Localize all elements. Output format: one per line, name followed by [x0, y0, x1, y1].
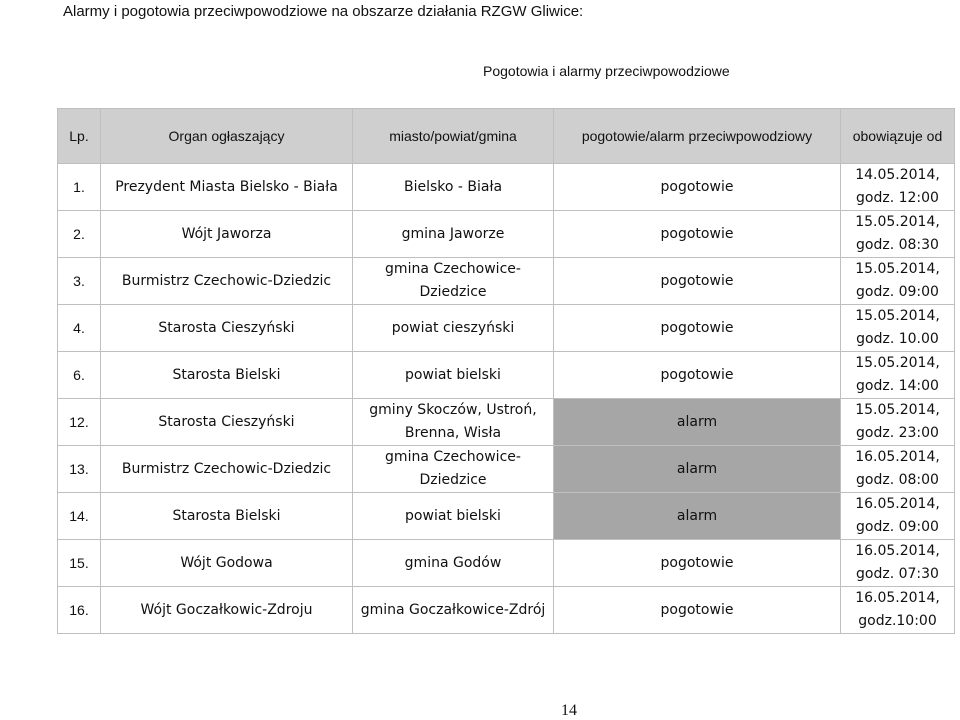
- table-row: [58, 399, 955, 446]
- cell-valid-from: 15.05.2014, godz. 10.00: [841, 305, 955, 352]
- cell-organ: Starosta Cieszyński: [101, 305, 353, 352]
- table-header-row: [58, 109, 955, 164]
- table-row: [58, 211, 955, 258]
- table-row: [58, 540, 955, 587]
- cell-organ: Wójt Godowa: [101, 540, 353, 587]
- cell-lp: 14.: [58, 493, 101, 540]
- cell-valid-from: 15.05.2014, godz. 09:00: [841, 258, 955, 305]
- cell-lp: 3.: [58, 258, 101, 305]
- page-number: 14: [561, 702, 577, 719]
- cell-valid-from: 16.05.2014, godz.10:00: [841, 587, 955, 634]
- table-row: [58, 493, 955, 540]
- cell-valid-from: 15.05.2014, godz. 23:00: [841, 399, 955, 446]
- cell-valid-from: 16.05.2014, godz. 08:00: [841, 446, 955, 493]
- table-row: [58, 305, 955, 352]
- cell-organ: Burmistrz Czechowic-Dziedzic: [101, 258, 353, 305]
- table-row: [58, 164, 955, 211]
- cell-organ: Burmistrz Czechowic-Dziedzic: [101, 446, 353, 493]
- cell-area: gmina Czechowice-Dziedzice: [353, 258, 554, 305]
- table-title: Pogotowia i alarmy przeciwpowodziowe: [483, 63, 730, 79]
- cell-status: alarm: [554, 493, 841, 540]
- cell-valid-from: 16.05.2014, godz. 07:30: [841, 540, 955, 587]
- cell-area: powiat bielski: [353, 352, 554, 399]
- cell-area: gmina Godów: [353, 540, 554, 587]
- cell-area: powiat cieszyński: [353, 305, 554, 352]
- cell-valid-from: 16.05.2014, godz. 09:00: [841, 493, 955, 540]
- cell-status: pogotowie: [554, 164, 841, 211]
- cell-status: pogotowie: [554, 305, 841, 352]
- cell-area: gminy Skoczów, Ustroń, Brenna, Wisła: [353, 399, 554, 446]
- table-row: [58, 352, 955, 399]
- cell-organ: Starosta Cieszyński: [101, 399, 353, 446]
- column-header-organ: Organ ogłaszający: [101, 109, 353, 164]
- alarms-table: [57, 108, 955, 634]
- cell-status: pogotowie: [554, 540, 841, 587]
- cell-organ: Prezydent Miasta Bielsko - Biała: [101, 164, 353, 211]
- cell-lp: 13.: [58, 446, 101, 493]
- cell-lp: 4.: [58, 305, 101, 352]
- cell-area: gmina Czechowice-Dziedzice: [353, 446, 554, 493]
- cell-organ: Wójt Goczałkowic-Zdroju: [101, 587, 353, 634]
- document-heading: Alarmy i pogotowia przeciwpowodziowe na obszarze działania RZGW Gliwice:: [63, 3, 584, 20]
- cell-area: gmina Jaworze: [353, 211, 554, 258]
- cell-lp: 15.: [58, 540, 101, 587]
- cell-area: gmina Goczałkowice-Zdrój: [353, 587, 554, 634]
- cell-lp: 1.: [58, 164, 101, 211]
- cell-status: pogotowie: [554, 352, 841, 399]
- cell-status: pogotowie: [554, 587, 841, 634]
- cell-lp: 6.: [58, 352, 101, 399]
- cell-area: powiat bielski: [353, 493, 554, 540]
- table-row: [58, 587, 955, 634]
- cell-organ: Starosta Bielski: [101, 352, 353, 399]
- column-header-lp: Lp.: [58, 109, 101, 164]
- cell-lp: 12.: [58, 399, 101, 446]
- cell-lp: 16.: [58, 587, 101, 634]
- cell-status: pogotowie: [554, 258, 841, 305]
- cell-valid-from: 14.05.2014, godz. 12:00: [841, 164, 955, 211]
- table-row: [58, 258, 955, 305]
- cell-status: alarm: [554, 399, 841, 446]
- cell-organ: Wójt Jaworza: [101, 211, 353, 258]
- column-header-status: pogotowie/alarm przeciwpowodziowy: [554, 109, 841, 164]
- table-row: [58, 446, 955, 493]
- cell-valid-from: 15.05.2014, godz. 08:30: [841, 211, 955, 258]
- cell-lp: 2.: [58, 211, 101, 258]
- column-header-area: miasto/powiat/gmina: [353, 109, 554, 164]
- cell-organ: Starosta Bielski: [101, 493, 353, 540]
- column-header-valid-from: obowiązuje od: [841, 109, 955, 164]
- cell-area: Bielsko - Biała: [353, 164, 554, 211]
- cell-status: pogotowie: [554, 211, 841, 258]
- cell-status: alarm: [554, 446, 841, 493]
- cell-valid-from: 15.05.2014, godz. 14:00: [841, 352, 955, 399]
